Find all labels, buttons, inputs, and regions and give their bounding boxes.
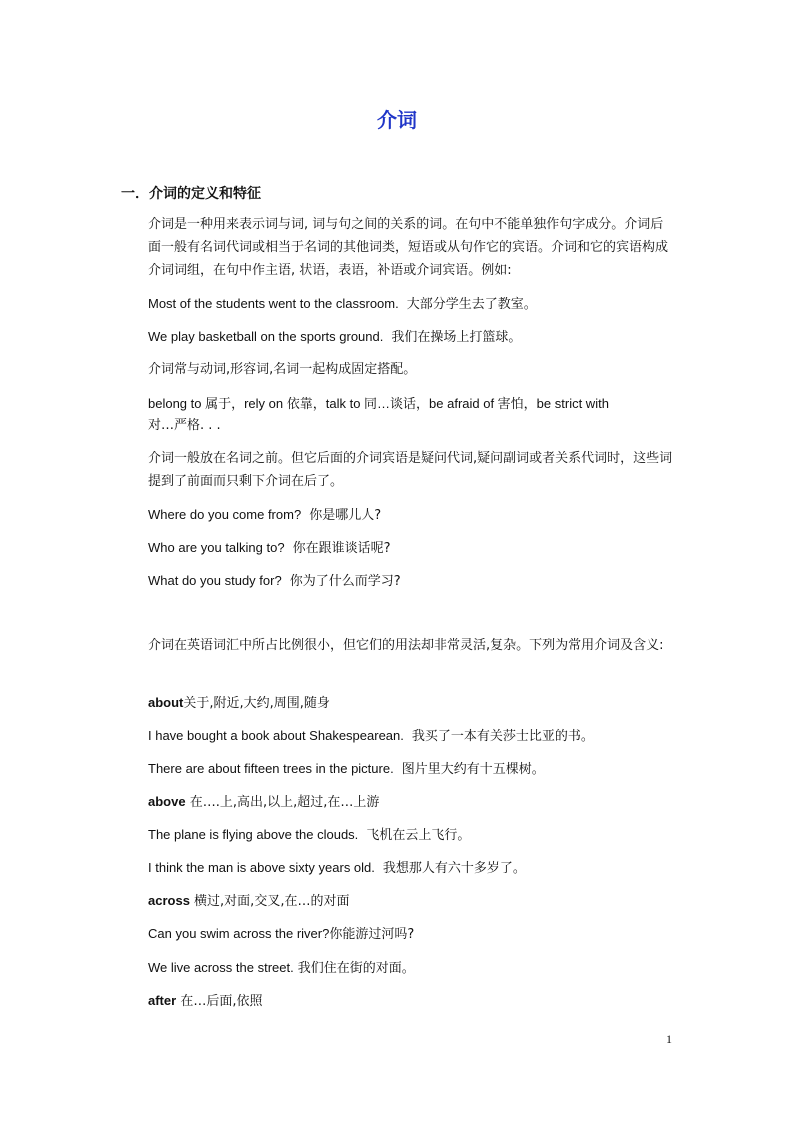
example-chinese: 你能游过河吗? xyxy=(329,927,415,942)
example-sentence xyxy=(148,757,545,781)
example-sentence xyxy=(148,724,594,748)
entry-meaning: 在….上,高出,以上,超过,在…上游 xyxy=(185,795,380,810)
example-chinese: 我们在操场上打篮球。 xyxy=(391,330,522,345)
entry-word: about xyxy=(148,695,184,710)
example-chinese: 飞机在云上飞行。 xyxy=(366,828,471,843)
example-sentence xyxy=(148,823,470,847)
entry-heading xyxy=(148,989,262,1013)
collocation-note: 介词常与动词,形容词,名词一起构成固定搭配。 xyxy=(148,362,417,377)
example-chinese: 你在跟谁谈话呢? xyxy=(292,541,391,556)
entry-meaning: 横过,对面,交叉,在…的对面 xyxy=(189,894,350,909)
example-english: We play basketball on the sports ground. xyxy=(148,329,384,344)
page-title: 介词 xyxy=(377,108,417,132)
example-english: The plane is flying above the clouds. xyxy=(148,827,359,842)
example-chinese: 我想那人有六十多岁了。 xyxy=(382,861,526,876)
example-english: Who are you talking to? xyxy=(148,540,285,555)
entry-word: across xyxy=(148,893,190,908)
collocation-line: 对…严格. . . xyxy=(148,418,221,433)
example-chinese: 我买了一本有关莎士比亚的书。 xyxy=(411,729,594,744)
example-chinese: 我们住在街的对面。 xyxy=(297,961,415,976)
entry-heading xyxy=(148,889,349,913)
example-sentence xyxy=(148,569,401,593)
intro-paragraph: 介词是一种用来表示词与词, 词与句之间的关系的词。在句中不能单独作句字成分。介词后面一般有名词代词或相当于名词的其他词类，短语或从句作它的宾语。介词和它的宾语构成介词词组，在句中作主语, 状语，表语，补语或介词宾语。例如: xyxy=(148,217,669,278)
example-sentence xyxy=(148,536,390,560)
entry-meaning: 关于,附近,大约,周围,随身 xyxy=(183,696,330,711)
example-chinese: 图片里大约有十五棵树。 xyxy=(401,762,545,777)
example-english: There are about fifteen trees in the picture. xyxy=(148,761,394,776)
example-english: We live across the street. xyxy=(148,960,294,975)
entry-meaning: 在…后面,依照 xyxy=(176,994,263,1009)
entry-word: after xyxy=(148,993,177,1008)
example-sentence xyxy=(148,856,526,880)
example-sentence xyxy=(148,325,521,349)
example-chinese: 大部分学生去了教室。 xyxy=(406,297,537,312)
entry-heading xyxy=(148,691,330,715)
example-sentence xyxy=(148,292,537,316)
example-english: Most of the students went to the classroom. xyxy=(148,296,399,311)
example-sentence xyxy=(148,956,415,980)
example-english: Can you swim across the river? xyxy=(148,926,330,941)
collocation-line: belong to 属于，rely on 依靠，talk to 同…谈话，be afraid of 害怕，be strict with xyxy=(148,396,609,411)
example-english: I have bought a book about Shakespearean. xyxy=(148,728,404,743)
entry-word: above xyxy=(148,794,186,809)
page-number: 1 xyxy=(666,1032,672,1046)
example-chinese: 你是哪儿人? xyxy=(309,508,382,523)
usage-note: 介词在英语词汇中所占比例很小，但它们的用法却非常灵活,复杂。下列为常用介词及含义: xyxy=(148,638,664,653)
section-heading: 一．介词的定义和特征 xyxy=(121,186,261,202)
example-chinese: 你为了什么而学习? xyxy=(289,574,401,589)
entry-heading xyxy=(148,790,379,814)
example-sentence xyxy=(148,922,414,946)
example-english: Where do you come from? xyxy=(148,507,302,522)
example-english: What do you study for? xyxy=(148,573,282,588)
position-note: 介词一般放在名词之前。但它后面的介词宾语是疑问代词,疑问副词或者关系代词时，这些词提到了前面而只剩下介词在后了。 xyxy=(148,451,673,489)
example-sentence xyxy=(148,503,381,527)
example-english: I think the man is above sixty years old. xyxy=(148,860,375,875)
